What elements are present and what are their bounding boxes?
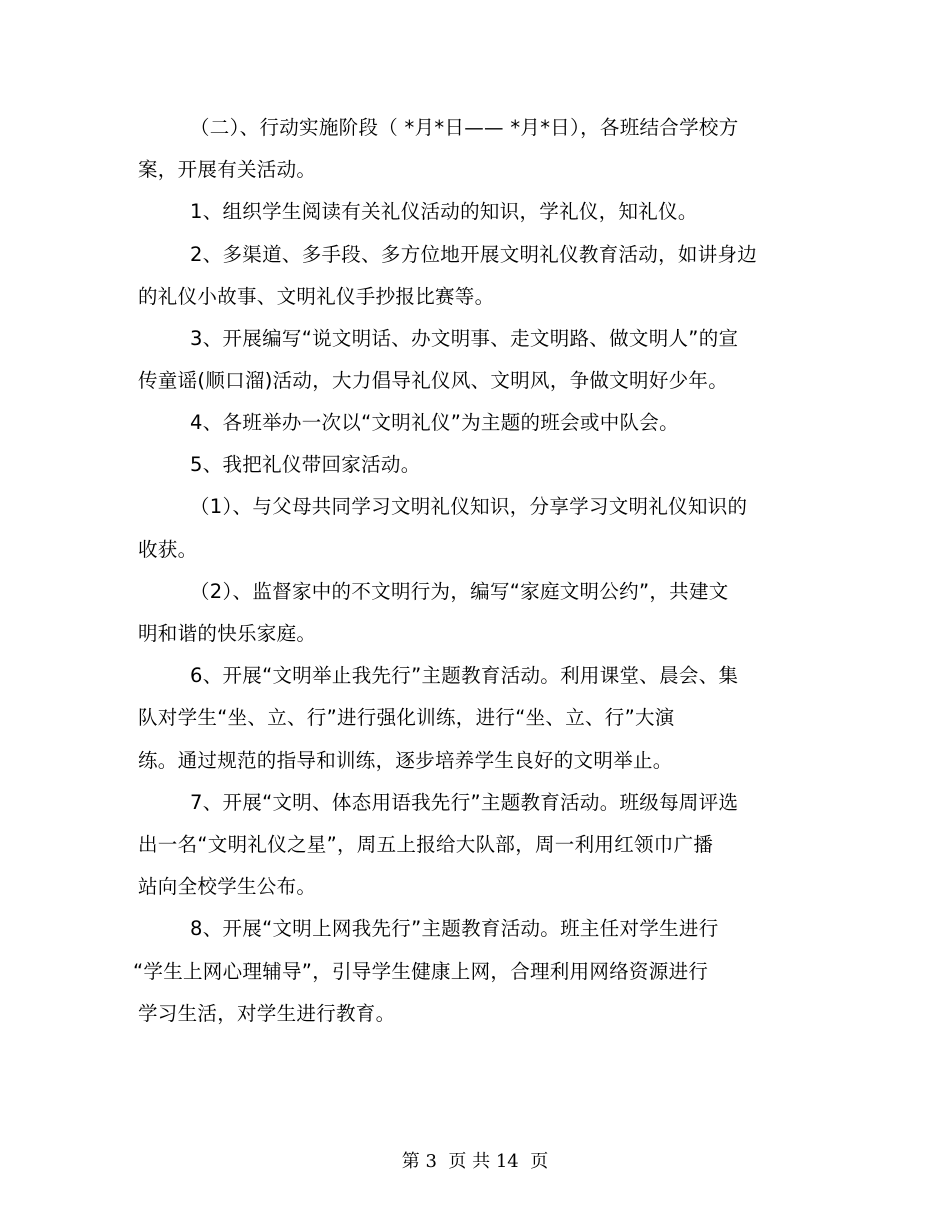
- paragraph-line: 3、开展编写“说文明话、办文明事、走文明路、做文明人”的宣: [190, 327, 739, 350]
- paragraph-line: 8、开展“文明上网我先行”主题教育活动。班主任对学生进行: [190, 917, 719, 940]
- paragraph-line: 2、多渠道、多手段、多方位地开展文明礼仪教育活动，如讲身边: [190, 243, 758, 266]
- paragraph-line: 出一名“文明礼仪之星”，周五上报给大队部，周一利用红领巾广播: [138, 833, 714, 856]
- paragraph-line: 6、开展“文明举止我先行”主题教育活动。利用课堂、晨会、集: [190, 664, 739, 687]
- paragraph-line: 练。通过规范的指导和训练，逐步培养学生良好的文明举止。: [138, 749, 673, 772]
- page-number-footer: 第 3 页 共 14 页: [401, 1151, 549, 1172]
- paragraph-line: 的礼仪小故事、文明礼仪手抄报比赛等。: [138, 285, 495, 308]
- paragraph-line: 收获。: [138, 538, 198, 561]
- paragraph-line: 明和谐的快乐家庭。: [138, 622, 317, 645]
- paragraph-line: 学习生活，对学生进行教育。: [138, 1002, 396, 1025]
- paragraph-line: 4、各班举办一次以“文明礼仪”为主题的班会或中队会。: [190, 411, 679, 434]
- paragraph-line: （2）、监督家中的不文明行为，编写“家庭文明公约”，共建文: [190, 580, 729, 603]
- paragraph-line: 1、组织学生阅读有关礼仪活动的知识，学礼仪，知礼仪。: [190, 200, 698, 223]
- paragraph-line: 5、我把礼仪带回家活动。: [190, 453, 421, 476]
- paragraph-line: 队对学生“坐、立、行”进行强化训练，进行“坐、立、行”大演: [138, 706, 675, 729]
- paragraph-line: 站向全校学生公布。: [138, 875, 317, 898]
- paragraph-line: 传童谣(顺口溜)活动，大力倡导礼仪风、文明风，争做文明好少年。: [138, 369, 729, 392]
- paragraph-line: 7、开展“文明、体态用语我先行”主题教育活动。班级每周评选: [190, 791, 739, 814]
- paragraph-line: 案，开展有关活动。: [138, 158, 317, 181]
- paragraph-line: （二）、行动实施阶段（ *月*日—— *月*日），各班结合学校方: [190, 116, 739, 139]
- paragraph-line: （1）、与父母共同学习文明礼仪知识，分享学习文明礼仪知识的: [190, 495, 748, 518]
- paragraph-line: “学生上网心理辅导”，引导学生健康上网，合理利用网络资源进行: [133, 960, 709, 983]
